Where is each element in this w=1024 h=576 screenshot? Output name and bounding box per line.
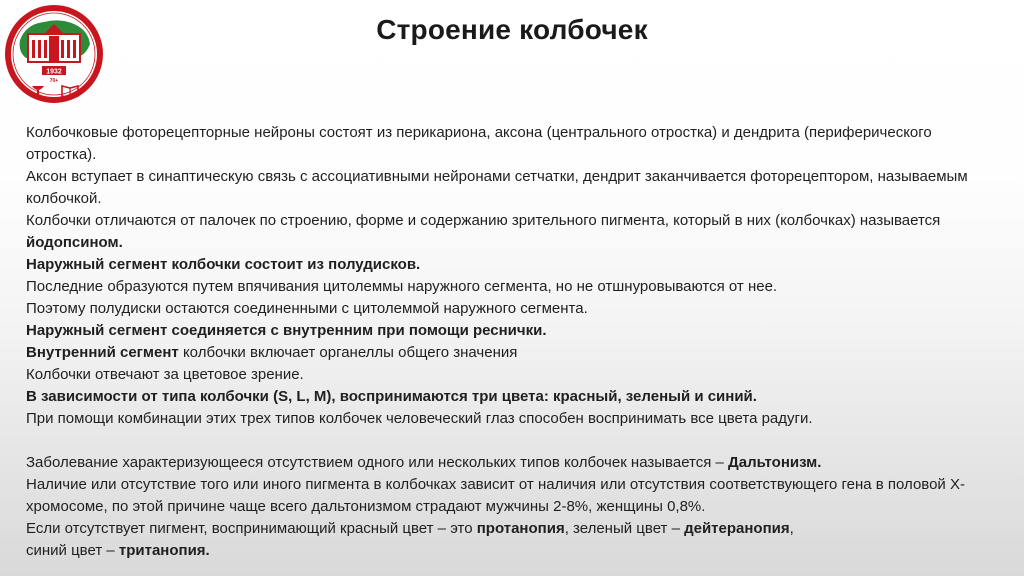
text-run: При помощи комбинации этих трех типов колбочек человеческий глаз способен воспринимать все цвета радуги. [26, 410, 813, 427]
text-run: Колбочки отвечают за цветовое зрение. [26, 366, 304, 383]
bold-text-run: йодопсином. [26, 234, 123, 251]
body-paragraph [26, 122, 986, 166]
body-paragraph [26, 342, 986, 364]
body-paragraph [26, 518, 986, 540]
bold-text-run: Наружный сегмент колбочки состоит из полудисков. [26, 256, 421, 273]
bold-text-run: Дальтонизм. [728, 454, 822, 471]
text-run: Наличие или отсутствие того или иного пигмента в колбочках зависит от наличия или отсутствия соответствующего гена в половой Х-хромосоме, по этой причине чаще всего дальтонизмом страдают мужчины 2-8%, женщины 0,8%. [26, 476, 965, 515]
body-paragraph [26, 386, 986, 408]
bold-text-run: дейтеранопия [684, 520, 790, 537]
paragraph-spacer [26, 430, 986, 452]
text-run: , [789, 520, 794, 537]
body-paragraph [26, 298, 986, 320]
body-paragraph [26, 364, 986, 386]
text-run: Последние образуются путем впячивания цитолеммы наружного сегмента, но не отшнуровываются от нее. [26, 278, 778, 295]
text-run: Колбочки отличаются от палочек по строению, форме и содержанию зрительного пигмента, который в них (колбочках) называется [26, 212, 941, 229]
bold-text-run: Наружный сегмент соединяется с внутренним при помощи реснички. [26, 322, 547, 339]
body-paragraph [26, 254, 986, 276]
text-run: Аксон вступает в синаптическую связь с ассоциативными нейронами сетчатки, дендрит заканчивается фоторецептором, называемым колбочкой. [26, 168, 968, 207]
text-run: Если отсутствует пигмент, воспринимающий красный цвет – это [26, 520, 477, 537]
bold-text-run: протанопия [476, 520, 565, 537]
bold-text-run: В зависимости от типа колбочки (S, L, M), воспринимаются три цвета: красный, зеленый и синий. [26, 388, 757, 405]
body-paragraph [26, 210, 986, 254]
text-run: колбочки включает органеллы общего значения [178, 344, 518, 361]
logo-anniversary: 70+ [49, 78, 59, 84]
bold-text-run: Внутренний сегмент [26, 344, 179, 361]
body-paragraph [26, 408, 986, 430]
body-paragraph [26, 166, 986, 210]
slide-body [26, 122, 986, 562]
slide-title: Строение колбочек [376, 14, 648, 45]
body-paragraph [26, 276, 986, 298]
body-paragraph [26, 540, 986, 562]
body-paragraph [26, 320, 986, 342]
text-run: , зеленый цвет – [564, 520, 685, 537]
body-paragraph [26, 474, 986, 518]
text-run: Колбочковые фоторецепторные нейроны состоят из перикариона, аксона (центрального отростка) и дендрита (периферического отростка). [26, 124, 932, 163]
text-run: Заболевание характеризующееся отсутствием одного или нескольких типов колбочек называется – [26, 454, 729, 471]
logo-year: 1932 [46, 68, 62, 76]
text-run: Поэтому полудиски остаются соединенными с цитолеммой наружного сегмента. [26, 300, 588, 317]
body-paragraph [26, 452, 986, 474]
bold-text-run: тританопия. [118, 542, 210, 559]
text-run: синий цвет – [26, 542, 119, 559]
